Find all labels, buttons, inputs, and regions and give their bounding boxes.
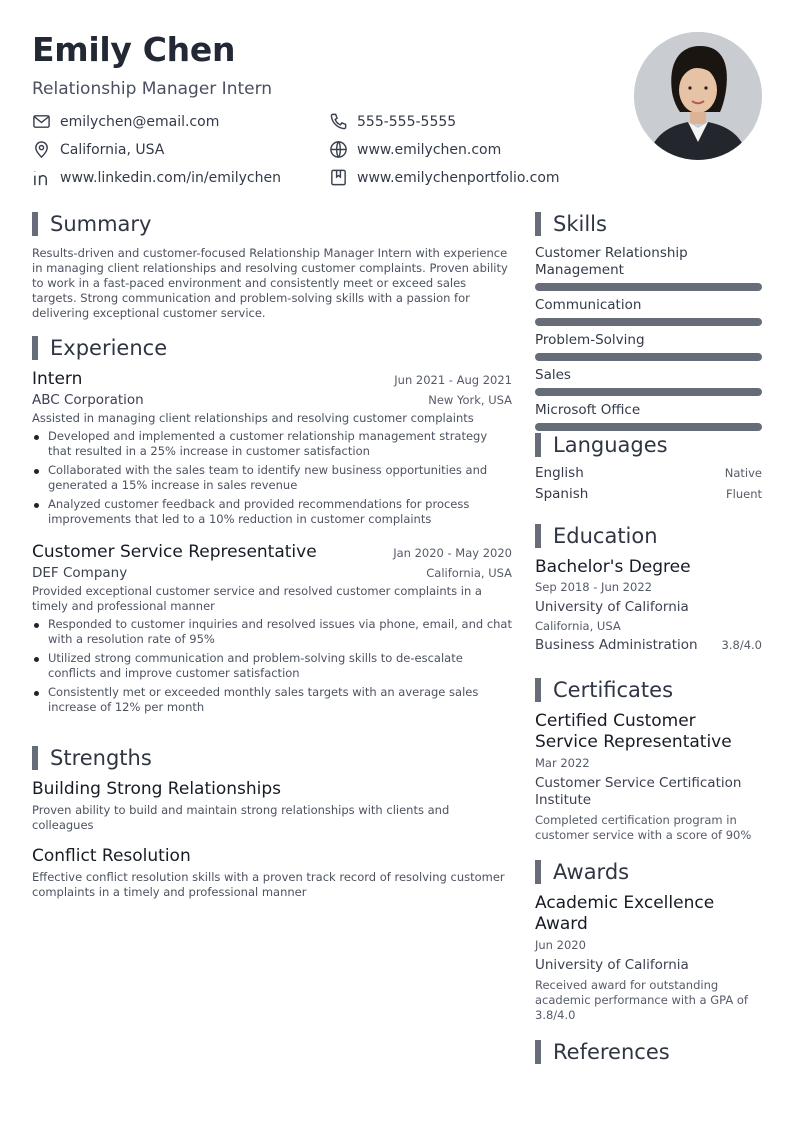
job-bullet: Responded to customer inquiries and resolved issues via phone, email, and chat with a resolution rate of 95% — [32, 617, 512, 647]
skill-level-bar — [535, 318, 762, 326]
skill-name: Customer Relationship Management — [535, 245, 688, 278]
heading-accent-bar — [32, 746, 38, 770]
job-bullet: Collaborated with the sales team to identify new business opportunities and generated a 15% increase in sales revenue — [32, 463, 512, 493]
certificate-issuer: Customer Service Certification Institute — [535, 775, 742, 808]
job-title: Customer Service Representative — [32, 542, 317, 562]
award-text: Received award for outstanding academic performance with a GPA of 3.8/4.0 — [535, 978, 748, 1022]
languages-section — [535, 433, 762, 507]
contact-portfolio[interactable] — [329, 168, 560, 187]
contact-linkedin[interactable] — [32, 168, 281, 187]
heading-accent-bar — [535, 433, 541, 457]
language-level: Fluent — [726, 487, 762, 501]
job-bullet: Utilized strong communication and problem-solving skills to de-escalate conflicts and improve customer satisfaction — [32, 651, 512, 681]
strengths-section — [32, 746, 512, 900]
phone-text: 555-555-5555 — [357, 113, 457, 130]
summary-section — [32, 212, 512, 321]
location-text: California, USA — [60, 141, 165, 158]
references-heading: References — [535, 1040, 762, 1064]
language-name: Spanish — [535, 486, 589, 502]
strength-title: Conflict Resolution — [32, 846, 191, 866]
skill-name: Microsoft Office — [535, 402, 641, 418]
field-of-study: Business Administration — [535, 637, 698, 653]
email-text: emilychen@email.com — [60, 113, 220, 130]
job-description: Assisted in managing client relationships and resolving customer complaints — [32, 411, 474, 425]
job-location: New York, USA — [428, 393, 512, 407]
profile-photo — [634, 32, 762, 160]
awards-heading: Awards — [535, 860, 762, 884]
contact-website[interactable] — [329, 140, 501, 159]
skill-level-bar — [535, 423, 762, 431]
language-row — [535, 465, 762, 486]
portfolio-bookmark-icon — [329, 168, 348, 187]
candidate-name: Emily Chen — [32, 30, 236, 69]
school-location: California, USA — [535, 619, 621, 633]
skills-list — [535, 245, 762, 431]
certificate-text: Completed certification program in customer service with a score of 90% — [535, 813, 752, 842]
heading-accent-bar — [32, 212, 38, 236]
job-location: California, USA — [426, 566, 512, 580]
heading-accent-bar — [535, 860, 541, 884]
skills-section — [535, 212, 762, 437]
school-name: University of California — [535, 599, 689, 615]
experience-section — [32, 336, 512, 719]
certificate-name: Certified Customer Service Representative — [535, 711, 732, 752]
job-bullet: Consistently met or exceeded monthly sales targets with an average sales increase of 12% per month — [32, 685, 512, 715]
education-dates: Sep 2018 - Jun 2022 — [535, 580, 652, 594]
strength-item — [32, 846, 512, 900]
job-entry — [32, 542, 512, 715]
language-name: English — [535, 465, 584, 481]
skill-level-bar — [535, 283, 762, 291]
skill-level-bar — [535, 353, 762, 361]
strength-text: Effective conflict resolution skills with a proven track record of resolving customer complaints in a timely and professional manner — [32, 870, 505, 899]
job-company: ABC Corporation — [32, 392, 144, 408]
skill-level-bar — [535, 388, 762, 396]
education-heading: Education — [535, 524, 762, 548]
heading-accent-bar — [535, 524, 541, 548]
summary-text: Results-driven and customer-focused Relationship Manager Intern with experience in managing client relationships and resolving customer complaints. Proven ability to work in a fast-paced environment and consistently meet or exceed sales targets. Strong communication and problem-solving skills with a passion for delivering exceptional customer service. — [32, 246, 508, 320]
heading-accent-bar — [535, 212, 541, 236]
job-description: Provided exceptional customer service and resolved customer complaints in a timely and professional manner — [32, 584, 482, 613]
language-level: Native — [724, 466, 762, 480]
education-section — [535, 524, 762, 654]
strength-item — [32, 779, 512, 833]
job-bullet: Analyzed customer feedback and provided recommendations for process improvements that led to a 10% reduction in customer complaints — [32, 497, 512, 527]
job-dates: Jan 2020 - May 2020 — [393, 546, 512, 560]
skill-name: Communication — [535, 297, 642, 313]
job-dates: Jun 2021 - Aug 2021 — [394, 373, 512, 387]
contact-email[interactable] — [32, 112, 219, 131]
certificate-date: Mar 2022 — [535, 756, 590, 770]
awards-section — [535, 860, 762, 1023]
phone-icon — [329, 112, 348, 131]
degree-name: Bachelor's Degree — [535, 557, 691, 577]
gpa: 3.8/4.0 — [721, 638, 762, 652]
heading-accent-bar — [32, 336, 38, 360]
skill-name: Sales — [535, 367, 571, 383]
contact-location — [32, 140, 164, 159]
strength-text: Proven ability to build and maintain strong relationships with clients and colleagues — [32, 803, 450, 832]
mail-icon — [32, 112, 51, 131]
award-issuer: University of California — [535, 957, 689, 973]
location-pin-icon — [32, 140, 51, 159]
job-bullet: Developed and implemented a customer relationship management strategy that resulted in a 25% increase in customer satisfaction — [32, 429, 512, 459]
language-row — [535, 486, 762, 507]
certificates-section — [535, 678, 762, 843]
heading-accent-bar — [535, 678, 541, 702]
summary-heading: Summary — [32, 212, 512, 236]
award-name: Academic Excellence Award — [535, 893, 715, 934]
strengths-heading: Strengths — [32, 746, 512, 770]
job-bullets — [32, 429, 512, 527]
globe-icon — [329, 140, 348, 159]
field-row — [535, 637, 762, 654]
linkedin-text: www.linkedin.com/in/emilychen — [60, 169, 281, 186]
job-company: DEF Company — [32, 565, 128, 581]
contact-phone[interactable] — [329, 112, 456, 131]
references-section — [535, 1040, 762, 1064]
candidate-role: Relationship Manager Intern — [32, 79, 273, 99]
languages-heading: Languages — [535, 433, 762, 457]
experience-heading: Experience — [32, 336, 512, 360]
website-text: www.emilychen.com — [357, 141, 502, 158]
job-title: Intern — [32, 369, 83, 389]
portfolio-text: www.emilychenportfolio.com — [357, 169, 560, 186]
certificates-heading: Certificates — [535, 678, 762, 702]
job-entry — [32, 369, 512, 527]
heading-accent-bar — [535, 1040, 541, 1064]
award-date: Jun 2020 — [535, 938, 586, 952]
skill-name: Problem-Solving — [535, 332, 645, 348]
strength-title: Building Strong Relationships — [32, 779, 282, 799]
linkedin-icon — [32, 168, 51, 187]
skills-heading: Skills — [535, 212, 762, 236]
job-bullets — [32, 617, 512, 715]
